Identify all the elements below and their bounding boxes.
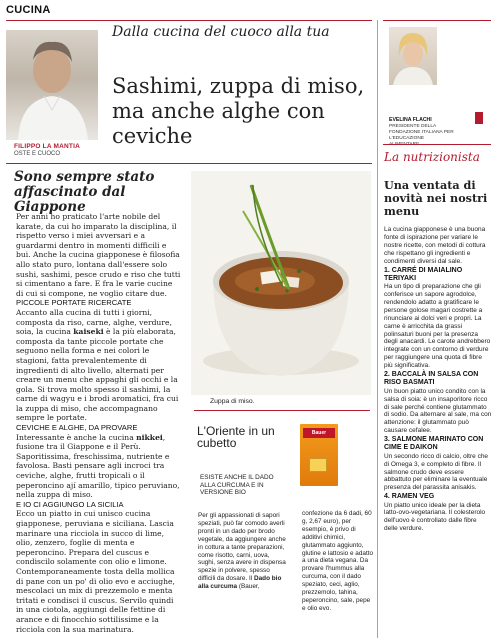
expert-role: PRESIDENTE DELLA FONDAZIONE ITALIANA PER L'EDUCAZIONE	[389, 124, 454, 141]
section-label: CUCINA	[6, 4, 51, 16]
headline: Sashimi, zuppa di miso, ma anche alghe con ceviche	[112, 74, 365, 148]
recipe-note: Ha un tipo di preparazione che gli conferisce un sapore agrodolce, rendendolo adatto a gratificare le persone golose magari costrette a rinunciare ai dolci veri e propri. La carne è arricchita da grassi polinsaturi buoni per la presenza degli anacardi. Le carote andrebbero integrate con un contorno di verdure per raggiungere una quota di fibre più significativa.	[384, 283, 491, 370]
expert-name: EVELINA FLACHI	[389, 117, 432, 123]
right-column-title: Una ventata di novità nei nostri menu	[384, 178, 488, 218]
right-column-kicker: La nutrizionista	[384, 150, 480, 164]
expert-marker	[475, 112, 483, 124]
recipe-heading: 2. BACCALÀ IN SALSA CON RISO BASMATI	[384, 371, 479, 387]
article-paragraph: Ecco un piatto in cui unisco cucina giapponese, peruviana e siciliana. Lascia marinare una ricciola in succo di lime, olio, zenzero, foglie di menta e peperoncino. Prepara del cuscus e condiscilo solamente con olio e limone. Contemporaneamente tosta della mollica di pane con un po' di olio evo e acciughe, mescolaci un mix di prezzemolo e menta tritati e condisci il cuscus. Servilo quindi in una ciotola, aggiungi delle fettine di arance e di finocchio sottilissime e la ricciola con la sua marinatura.	[16, 509, 175, 634]
miso-soup-photo	[191, 171, 371, 395]
column-kicker: Dalla cucina del cuoco alla tua	[112, 24, 330, 40]
headline-divider	[6, 163, 372, 164]
recipe-note: Un piatto unico ideale per la dieta latto-ovo-vegetariana. Il colesterolo dell'uovo è controllato dalle fibre delle verdure.	[384, 501, 486, 533]
top-rule-right	[383, 20, 491, 21]
sidebar-box-title: L'Oriente in un cubetto	[197, 424, 275, 450]
bouillon-product-image	[300, 424, 338, 486]
sidebar-box-text: Per gli appassionati di sapori speziati, può far comodo averli pronti in un dado per brodo vegetale, da aggiungere anche in cottura a tante preparazioni, come risotto, carni, uova, sughi, senza avere in dispensa spezie in polvere, spesso difficili da dosare. Il Dado bio alla curcuma (Bauer,	[198, 512, 286, 591]
subheadline: Sono sempre stato affascinato dal Giappone	[14, 169, 155, 215]
article-paragraph: Interessante è anche la cucina nikkei, fusione tra il Giappone e il Perù. Saporitissima, freschissima, nutriente e favolosa. Basti pensare agli incroci tra ceviche, alghe, frutti tropicali o il peperoncino ají amarillo, tipico peruviano, nella zuppa di miso.	[16, 432, 180, 500]
chef-role: OSTE E CUOCO	[14, 151, 61, 157]
right-column-rule	[383, 144, 491, 145]
article-section-heading: CEVICHE E ALGHE, DA PROVARE	[16, 423, 138, 433]
sidebar-box-lead: ESISTE ANCHE IL DADO ALLA CURCUMA E IN VERSIONE BIO	[200, 474, 274, 497]
recipe-note: Un buon piatto unico condito con la salsa di soia: è un insaporitore ricco di sale perché contiene glutammato di sodio. Da alternare al sale, ma con attenzione: il glutammato può causare cefalee.	[384, 387, 492, 435]
bouillon-cube-icon	[309, 458, 327, 472]
article-body	[16, 212, 182, 634]
recipe-heading: 1. CARRÉ DI MAIALINO TERIYAKI	[384, 266, 463, 282]
article-intro: Per anni ho praticato l'arte nobile del karate, da cui ho imparato la disciplina, il rispetto verso i miei avversari e a guardarmi dentro in momenti difficili e bui. Anche la cucina giapponese è filosofia allo stato puro, lontana dall'essere solo sushi, sashimi, pesce crudo e riso che tutti si cimentano a fare. E fra le varie cucine di cui si compone, ne voglio citare due.	[16, 212, 181, 298]
right-column-body	[384, 226, 492, 533]
recipe-note: Un secondo ricco di calcio, oltre che di Omega 3, e completo di fibre. Il salmone crudo deve essere abbattuto per eliminare la eventuale presenza del parassita anisakis.	[384, 452, 489, 492]
expert-photo	[389, 27, 437, 85]
chef-name: FILIPPO LA MANTIA	[14, 143, 80, 150]
photo-caption: Zuppa di miso.	[210, 398, 255, 405]
top-rule	[6, 20, 372, 21]
article-section-heading: E IO CI AGGIUNGO LA SICILIA	[16, 499, 124, 509]
sidebar-box-text: confezione da 6 dadi, 60 g, 2,67 euro), per esempio, è privo di additivi chimici, glutammato aggiunto, glutine e lattosio e adatto a una dieta vegana. Da provare l'hummus alla curcuma, con il dado speziato, ceci, aglio, prezzemolo, tahina, peperoncino, sale, pepe e olio evo.	[302, 510, 374, 612]
article-section-heading: PICCOLE PORTATE RICERCATE	[16, 298, 132, 308]
product-label: Bauer	[303, 428, 335, 438]
recipe-heading: 3. SALMONE MARINATO CON CIME E DAIKON	[384, 436, 484, 452]
column-divider	[377, 20, 378, 638]
sidebar-box-rule	[194, 410, 370, 411]
article-paragraph: Accanto alla cucina di tutti i giorni, composta da riso, carne, alghe, verdure, soia, la cucina kaiseki è la più elaborata, composta da tante piccole portate che seguono nella forma e nei colori le stagioni, fatta prevalentemente di ingredienti di alto livello, alternati per creare un menu che appaghi gli occhi e la gola. Si trova molto spesso il sashimi, la carne di wagyu e i brodi aromatici, fra cui la zuppa di miso, che accompagnano sempre le portate.	[16, 307, 179, 423]
recipe-heading: 4. RAMEN VEG	[384, 493, 435, 501]
chef-photo	[6, 30, 98, 140]
right-column-intro: La cucina giapponese è una buona fonte di ispirazione per variare le nostre ricette, con metodi di cottura che rispettano gli ingredienti e condimenti diversi dal sale.	[384, 226, 486, 265]
